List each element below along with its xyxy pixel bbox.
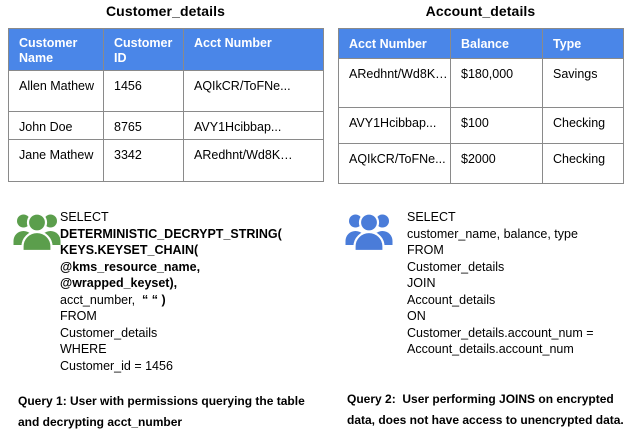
sql-line: JOIN bbox=[407, 276, 436, 290]
table-row bbox=[339, 59, 624, 108]
table-row bbox=[339, 108, 624, 144]
sql-line: Customer_details.account_num = bbox=[407, 325, 594, 340]
account-details-title: Account_details bbox=[425, 3, 536, 19]
table-cell: Checking bbox=[543, 144, 624, 184]
sql-line: WHERE bbox=[60, 342, 107, 356]
table-cell: $100 bbox=[451, 108, 543, 144]
table-cell: $2000 bbox=[451, 144, 543, 184]
sql-line: @kms_resource_name, bbox=[60, 259, 201, 274]
column-header: Type bbox=[543, 29, 624, 59]
query2-sql-text bbox=[407, 209, 594, 358]
table-cell: 1456 bbox=[104, 71, 184, 112]
sql-line: SELECT bbox=[60, 210, 109, 224]
query1-sql-text bbox=[60, 209, 282, 374]
header-row bbox=[339, 29, 624, 59]
sql-line: Customer_id = 1456 bbox=[60, 358, 173, 373]
customer-details-table bbox=[8, 28, 324, 182]
table-cell: Jane Mathew bbox=[9, 140, 104, 182]
column-header: Customer ID bbox=[104, 29, 184, 71]
table-cell: AQIkCR/ToFNe... bbox=[184, 71, 324, 112]
sql-line: FROM bbox=[60, 309, 97, 323]
table-cell: AQIkCR/ToFNe... bbox=[339, 144, 451, 184]
table-cell: Allen Mathew bbox=[9, 71, 104, 112]
sql-line: customer_name, balance, type bbox=[407, 226, 578, 241]
sql-line: Customer_details bbox=[60, 325, 158, 340]
table-cell: ARedhnt/Wd8K… bbox=[339, 59, 451, 108]
table-row bbox=[9, 71, 324, 112]
sql-line: FROM bbox=[407, 243, 444, 257]
sql-line: ON bbox=[407, 309, 426, 323]
query2-caption: Query 2: User performing JOINS on encrypted data, does not have access to unencrypted data. bbox=[347, 392, 624, 427]
header-row bbox=[9, 29, 324, 71]
customer-details-title: Customer_details bbox=[105, 3, 226, 19]
user-group-icon bbox=[345, 210, 393, 252]
table-cell: 8765 bbox=[104, 112, 184, 140]
sql-line: SELECT bbox=[407, 210, 456, 224]
sql-line: @wrapped_keyset), bbox=[60, 276, 178, 290]
sql-line: acct_number, “ “ ) bbox=[60, 292, 166, 307]
table-cell: John Doe bbox=[9, 112, 104, 140]
user-group-icon bbox=[13, 210, 61, 252]
sql-line: Account_details.account_num bbox=[407, 342, 574, 356]
table-row bbox=[339, 144, 624, 184]
column-header: Acct Number bbox=[184, 29, 324, 71]
sql-line: Account_details bbox=[407, 292, 496, 307]
table-cell: Savings bbox=[543, 59, 624, 108]
sql-line: DETERMINISTIC_DECRYPT_STRING( bbox=[60, 226, 282, 241]
column-header: Customer Name bbox=[9, 29, 104, 71]
table-cell: ARedhnt/Wd8K… bbox=[184, 140, 324, 182]
query1-caption: Query 1: User with permissions querying the table and decrypting acct_number bbox=[18, 394, 309, 429]
table-row bbox=[9, 140, 324, 182]
sql-line: Customer_details bbox=[407, 259, 505, 274]
column-header: Acct Number bbox=[339, 29, 451, 59]
table-row bbox=[9, 112, 324, 140]
column-header: Balance bbox=[451, 29, 543, 59]
table-cell: $180,000 bbox=[451, 59, 543, 108]
sql-line: KEYS.KEYSET_CHAIN( bbox=[60, 243, 199, 257]
account-details-table bbox=[338, 28, 624, 184]
table-cell: AVY1Hcibbap... bbox=[184, 112, 324, 140]
table-cell: Checking bbox=[543, 108, 624, 144]
table-cell: 3342 bbox=[104, 140, 184, 182]
table-cell: AVY1Hcibbap... bbox=[339, 108, 451, 144]
